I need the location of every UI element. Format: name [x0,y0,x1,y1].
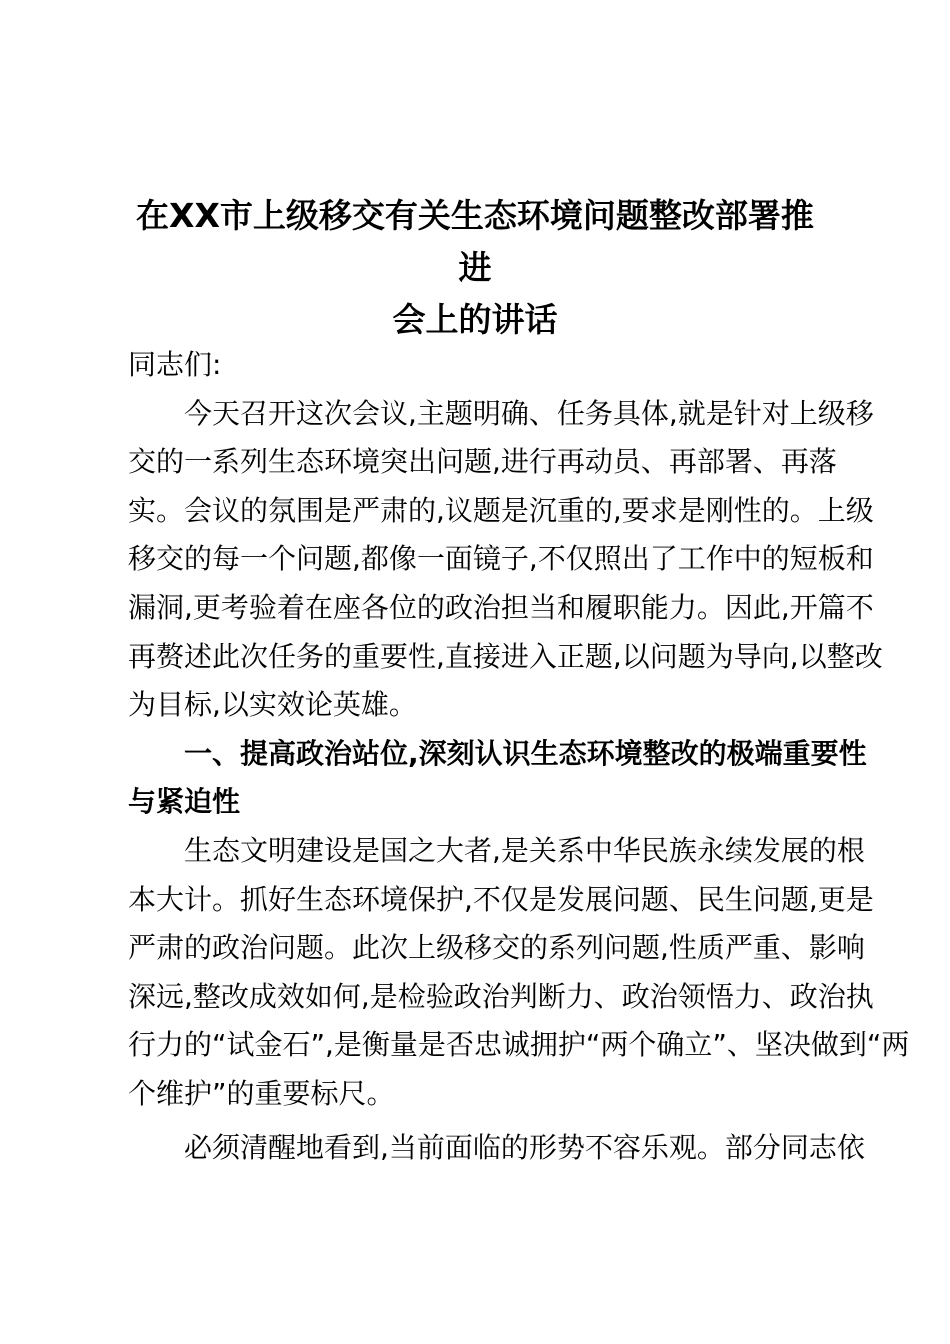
document-title [128,190,822,346]
title-line: 会上的讲话 [392,300,558,339]
paragraph [128,390,883,730]
paragraph-line: 为目标,以实效论英雄。 [128,688,417,722]
paragraph-line: 本大计。抓好生态环境保护,不仅是发展问题、民生问题,更是 [128,882,874,916]
paragraph-line: 交的一系列生态环境突出问题,进行再动员、再部署、再落 [128,445,837,479]
paragraph-line: 实。会议的氛围是严肃的,议题是沉重的,要求是刚性的。上级 [128,493,874,527]
salutation: 同志们: [128,348,222,381]
paragraph-line: 必须清醒地看到,当前面临的形势不容乐观。部分同志依 [184,1130,865,1164]
paragraph-line: 深远,整改成效如何,是检验政治判断力、政治领悟力、政治执 [128,979,874,1013]
title-line: 在XX市上级移交有关生态环境问题整改部署推进 [136,196,814,287]
paragraph-line: 生态文明建设是国之大者,是关系中华民族永续发展的根 [184,833,865,867]
heading-line: 与紧迫性 [128,785,241,819]
paragraph-line: 个维护”的重要标尺。 [128,1076,395,1110]
document-body [128,341,910,1172]
paragraph-line: 行力的“试金石”,是衡量是否忠诚拥护“两个确立”、坚决做到“两 [128,1028,910,1062]
paragraph-line: 严肃的政治问题。此次上级移交的系列问题,性质严重、影响 [128,931,865,965]
section-heading [128,730,867,827]
paragraph-line: 移交的每一个问题,都像一面镜子,不仅照出了工作中的短板和 [128,542,874,576]
paragraph-line: 漏洞,更考验着在座各位的政治担当和履职能力。因此,开篇不 [128,590,874,624]
paragraph [128,1124,865,1173]
paragraph [128,827,910,1119]
paragraph-line: 今天召开这次会议,主题明确、任务具体,就是针对上级移 [184,396,874,430]
heading-line: 一、提高政治站位,深刻认识生态环境整改的极端重要性 [184,736,867,770]
paragraph-line: 再赘述此次任务的重要性,直接进入正题,以问题为导向,以整改 [128,639,883,673]
